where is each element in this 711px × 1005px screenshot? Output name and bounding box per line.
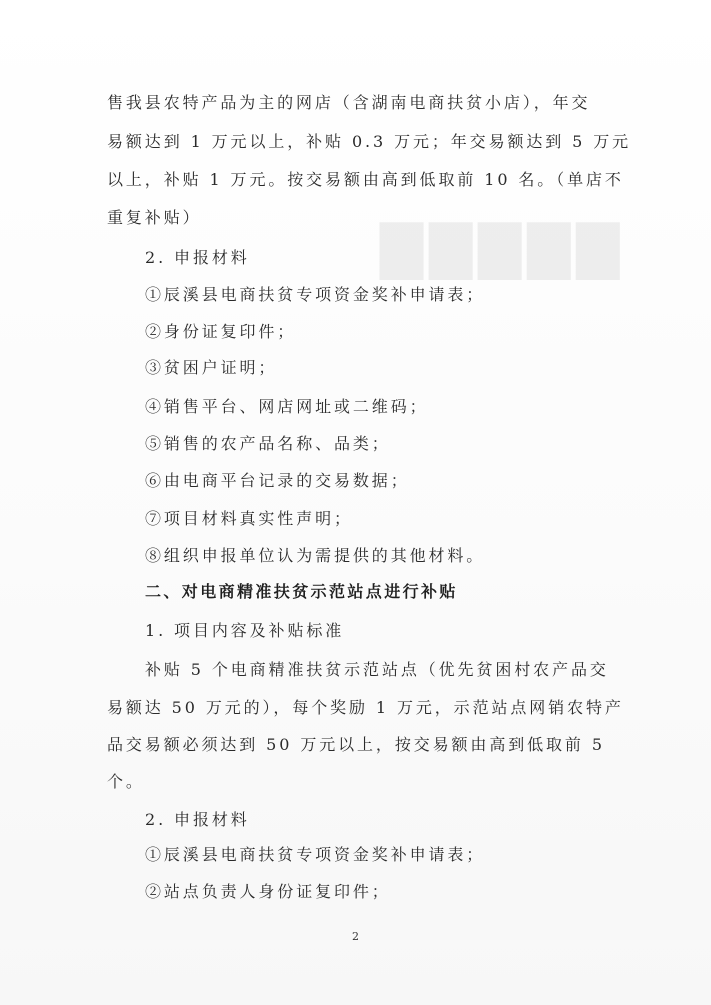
- paragraph-line: 以上，补贴 1 万元。按交易额由高到低取前 10 名。（单店不: [107, 170, 624, 189]
- list-item: ②身份证复印件；: [145, 322, 297, 341]
- subsection-title: 1. 项目内容及补贴标准: [145, 621, 345, 640]
- bleed-through-shadow: ▇▇▇▇▇: [380, 215, 626, 280]
- paragraph-line: 补贴 5 个电商精准扶贫示范站点（优先贫困村农产品交: [145, 660, 609, 679]
- list-item: ⑦项目材料真实性声明；: [145, 509, 353, 528]
- paragraph-line: 易额达到 1 万元以上，补贴 0.3 万元；年交易额达到 5 万元: [107, 132, 632, 151]
- list-item: ①辰溪县电商扶贫专项资金奖补申请表；: [145, 845, 486, 864]
- list-item: ②站点负责人身份证复印件；: [145, 882, 391, 901]
- list-item: ④销售平台、网店网址或二维码；: [145, 397, 429, 416]
- list-item: ⑤销售的农产品名称、品类；: [145, 434, 391, 453]
- paragraph-line: 售我县农特产品为主的网店（含湖南电商扶贫小店），年交: [107, 93, 591, 112]
- materials-title: 2. 申报材料: [145, 810, 250, 829]
- list-item: ①辰溪县电商扶贫专项资金奖补申请表；: [145, 285, 486, 304]
- paragraph-line: 品交易额必须达到 50 万元以上，按交易额由高到低取前 5: [107, 735, 605, 754]
- page-number: 2: [352, 930, 359, 943]
- paragraph-line: 个。: [107, 772, 145, 791]
- paragraph-line: 易额达 50 万元的），每个奖励 1 万元，示范站点网销农特产: [107, 698, 624, 717]
- materials-title: 2. 申报材料: [145, 248, 250, 267]
- list-item: ③贫困户证明；: [145, 358, 278, 377]
- paragraph-line: 重复补贴）: [107, 208, 202, 227]
- list-item: ⑥由电商平台记录的交易数据；: [145, 471, 410, 490]
- list-item: ⑧组织申报单位认为需提供的其他材料。: [145, 546, 486, 565]
- section-heading: 二、对电商精准扶贫示范站点进行补贴: [145, 582, 458, 601]
